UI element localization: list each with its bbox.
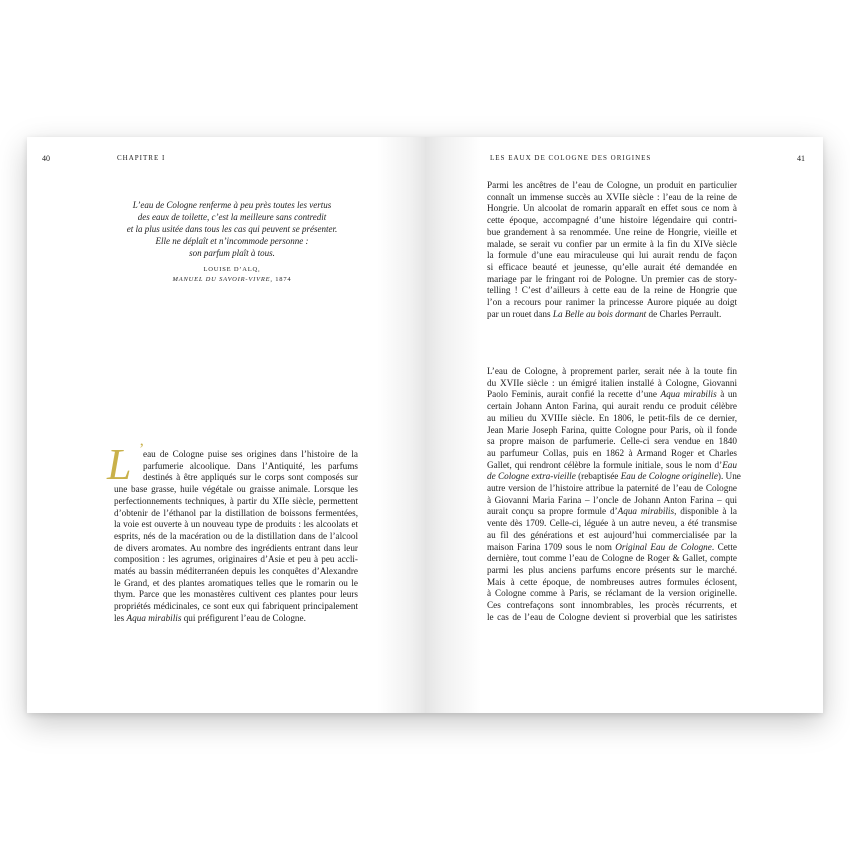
epigraph-year: 1874 (275, 276, 292, 283)
text-line: à Cologne comme à Paris, se réclamant de la version originelle. (487, 588, 737, 599)
text-line: autre version de l’histoire attribue la paternité de l’eau de Cologne (487, 483, 737, 494)
text-line: Paolo Feminis, aurait confié la recette d’une Aqua mirabilis à un (487, 389, 738, 400)
left-body-text (114, 449, 358, 625)
text-line: telling ! C’est d’ailleurs à cette eau de la reine de Hongrie que (487, 285, 737, 296)
text-line: malade, se serait vu confier par un ermite à la fin du XIVe siècle (487, 238, 737, 249)
text-line: mariage par le fringant roi de Pologne. Un premier cas de story- (487, 273, 737, 284)
epigraph-line: L’eau de Cologne renferme à peu près toutes les vertus (132, 200, 332, 210)
text-line: connaît un immense succès au XVIIe siècle : l’eau de la reine de (487, 191, 737, 202)
text-line: matés au bassin méditerranéen depuis les conquêtes d’Alexandre (114, 566, 358, 577)
drop-cap: L (107, 440, 132, 489)
left-folio: 40 (42, 154, 50, 163)
text-line: composition : les agrumes, originaires d’Asie et peu à peu accli- (114, 554, 358, 565)
epigraph-line: son parfum plaît à tous. (189, 248, 275, 258)
right-page (425, 137, 823, 713)
text-line: les Aqua mirabilis qui préfigurent l’eau de Cologne. (114, 612, 306, 623)
right-paragraph-1 (487, 180, 737, 320)
text-line: Jean Marie Joseph Farina, quitte Cologne pour Paris, où il fonde (487, 424, 737, 435)
text-line: esprits, nés de la macération ou de la distillation dans de l’alcool (114, 530, 358, 541)
text-line: maison Farina 1709 sous le nom Original Eau de Cologne. Cette (487, 541, 737, 552)
text-line: Parmi les ancêtres de l’eau de Cologne, un produit en particulier (487, 180, 737, 190)
text-line: cette époque, accompagné d’une histoire légendaire qui contri- (487, 215, 737, 226)
book-spread (27, 137, 823, 713)
epigraph-attribution (107, 265, 357, 285)
text-line: certain Johann Anton Farina, qui aurait rendu ce produit célèbre (487, 401, 737, 412)
text-line: L’eau de Cologne, à proprement parler, serait née à la toute fin (487, 366, 737, 376)
left-page (27, 137, 425, 713)
text-line: au fil des générations et est aujourd’hui commercialisée par la (487, 529, 737, 540)
text-line: à Giovanni Maria Farina – l’oncle de Johann Anton Farina – qui (487, 494, 737, 505)
text-line: de Cologne extra-vieille (rebaptisée Eau de Cologne originelle). Une (487, 471, 741, 482)
text-line: de divers aromates. Au nombre des ingrédients entrant dans leur (114, 542, 358, 553)
epigraph-author: LOUISE D’ALQ, (203, 266, 261, 273)
text-line: l’on a recours pour ranimer la princesse Aurore piquée au doigt (487, 297, 737, 308)
left-running-head: CHAPITRE I (117, 154, 166, 162)
text-line: une base grasse, huile végétale ou graisse animale. Lorsque les (114, 484, 358, 495)
text-line: la voie est ouverte à un nouveau type de produits : les alcoolats et (114, 519, 358, 530)
text-line: du XVIIe siècle : un émigré italien installé à Cologne, Giovanni (487, 377, 737, 388)
text-line: destinés à être appliqués sur le corps sont composés sur (143, 472, 358, 483)
text-line: Gallet, qui rendront célèbre la formule initiale, sous le nom d’Eau (487, 459, 737, 470)
drop-cap-accent: ’ (139, 441, 145, 458)
text-line: parfumerie alcoolique. Dans l’Antiquité, les parfums (143, 460, 358, 471)
epigraph-line: des eaux de toilette, c’est la meilleure sans contredit (137, 212, 327, 222)
text-line: aurait conçu sa propre formule d’Aqua mirabilis, disponible à la (487, 506, 737, 517)
text-line: le cas de l’eau de Cologne devient si proverbial que les satiristes (487, 611, 737, 622)
text-line: sa propre maison de parfumerie. Celle-ci sera vendue en 1840 (487, 436, 737, 447)
text-line: perfectionnements techniques, à partir du XIIe siècle, permettent (114, 495, 358, 506)
right-running-head: LES EAUX DE COLOGNE DES ORIGINES (490, 154, 652, 162)
epigraph-line: Elle ne déplaît et n’incommode personne : (155, 236, 309, 246)
epigraph-source: MANUEL DU SAVOIR-VIVRE, (172, 276, 273, 283)
text-line: Ces contrefaçons sont innombrables, les procès récurrents, et (487, 600, 737, 611)
text-line: au parfumeur Collas, puis en 1862 à Armand Roger et Charles (487, 447, 737, 458)
text-line: parmi les plus anciens parfums encore présents sur le marché. (487, 564, 737, 575)
text-line: vente dès 1709. Celle-ci, léguée à un autre neveu, a été transmise (487, 518, 737, 529)
text-line: thym. Parce que les monastères cultivent ces plantes pour leurs (114, 589, 358, 600)
right-paragraph-2 (487, 366, 741, 623)
text-line: le Grand, et des plantes aromatiques telles que le romarin ou le (114, 577, 358, 588)
right-folio: 41 (797, 154, 805, 163)
text-line: la formule d’une eau miraculeuse qui lui aurait rendu de façon (487, 250, 737, 261)
text-line: par un rouet dans La Belle au bois dormant de Charles Perrault. (487, 308, 722, 319)
text-line: bue grandement à sa renommée. Une reine de Hongrie, vieille et (487, 226, 737, 237)
epigraph-line: et la plus usitée dans tous les cas qui peuvent se présenter. (126, 224, 338, 234)
text-line: au milieu du XVIIIe siècle. En 1806, le petit-fils de ce dernier, (487, 412, 737, 423)
text-line: d’obtenir de l’éthanol par la distillation de boissons fermentées, (114, 507, 358, 518)
text-line: propriétés médicinales, ce sont eux qui fabriquent principalement (114, 601, 358, 612)
text-line: dernière, tout comme l’eau de Cologne de Roger & Gallet, compte (487, 553, 737, 564)
text-line: Hongrie. Un alcoolat de romarin apparaît en effet sous ce nom à (487, 203, 737, 214)
text-line: Mais à cette époque, de nombreuses autres formules éclosent, (487, 576, 737, 587)
text-line: eau de Cologne puise ses origines dans l’histoire de la (143, 449, 358, 459)
text-line: si efficace beauté et jeunesse, qu’elle aurait été demandée en (487, 261, 737, 272)
epigraph (107, 199, 357, 259)
